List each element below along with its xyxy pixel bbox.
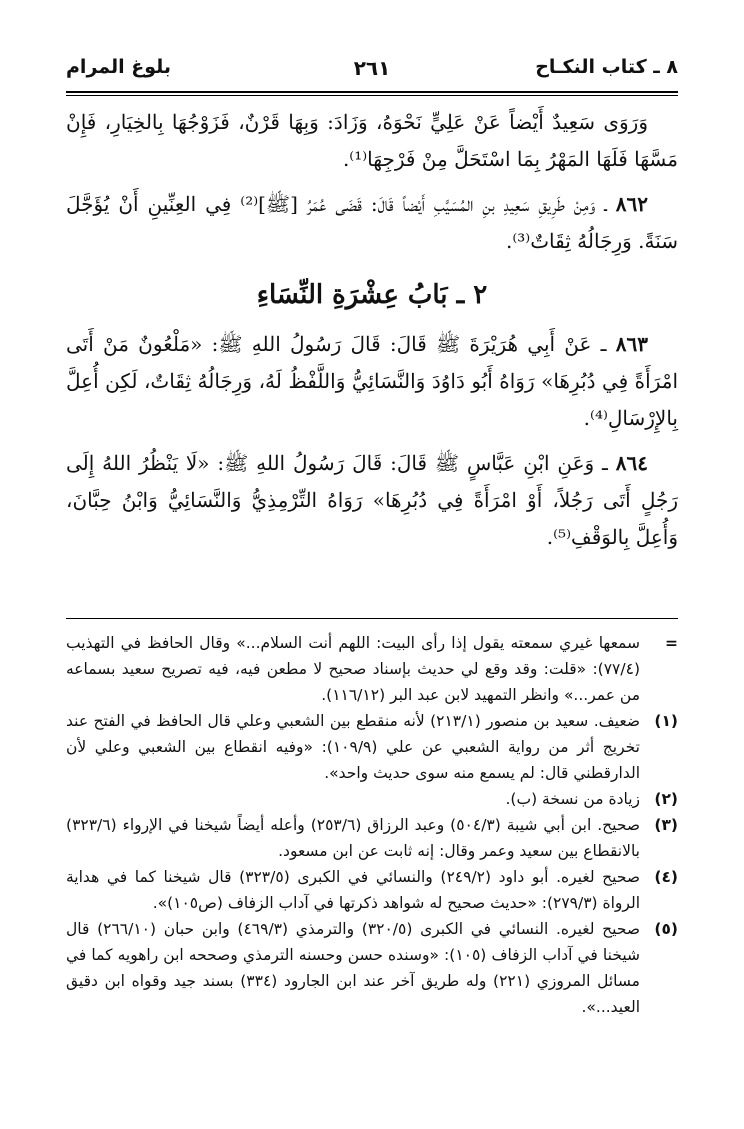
hadith-864 — [66, 445, 678, 556]
page-header — [66, 56, 678, 86]
hadith-number: ٨٦٢ — [615, 192, 648, 216]
footnote-mark: (٢) — [654, 790, 678, 808]
footnote-mark: = — [665, 634, 678, 652]
footnote — [66, 708, 678, 786]
footnote-text: زيادة من نسخة (ب). — [505, 790, 640, 808]
footnote — [66, 786, 678, 812]
header-chapter-title: ٨ ـ كتاب النكـاح — [535, 56, 678, 78]
footnote-mark: (٣) — [654, 816, 678, 834]
footnote-text: صحيح. ابن أبي شيبة (٥٠٤/٣) وعبد الرزاق (٢٥٣/٦) وأعله أيضاً شيخنا في الإرواء (٣٢٣/٦) بالانقطاع بين سعيد وعمر وقال: إنه ثابت عن ابن مسعود. — [66, 816, 640, 860]
footnote-text: صحيح لغيره. النسائي في الكبرى (٣٢٠/٥) والترمذي (٤٦٩/٣) وابن حبان (٢٦٦/١٠) قال شيخنا في آداب الزفاف (١٠٥): «وسنده حسن وحسنه الترمذي وصححه ابن راهويه كما في مسائل المروزي (٢٢١) وله طريق آخر عند ابن الجارود (٣٣٤) بسند جيد وقواه ابن دقيق العيد...». — [66, 920, 641, 1016]
footnote-divider — [66, 618, 678, 619]
footnote-text: سمعها غيري سمعته يقول إذا رأى البيت: اللهم أنت السلام...» وقال الحافظ في التهذيب (٧٧/٤): «قلت: وقد وقع لي حديث بإسناد صحيح لا مطعن فيه، فيه تصريح سعيد بسماعه من عمر...» وانظر التمهيد لابن عبد البر (١١٦/١٢). — [66, 634, 640, 704]
paragraph-text: ـ عَنْ أَبِي هُرَيْرَةَ ﷺ قَالَ: قَالَ رَسُولُ اللهِ ﷺ: «مَلْعُونٌ مَنْ أَتَى امْرَأَةً فِي دُبُرِهَا» رَوَاهُ أَبُو دَاوُدَ وَالنَّسَائِيُّ وَاللَّفْظُ لَهُ، وَرِجَالُهُ ثِقَاتٌ، لَكِن أُعِلَّ بِالإِرْسَالِ⁽⁴⁾. — [66, 332, 678, 430]
footnote-mark: (٥) — [654, 920, 678, 938]
header-book-title: بلوغ المرام — [66, 56, 172, 78]
paragraph-text: وَرَوَى سَعِيدٌ أَيْضاً عَنْ عَلِيٍّ نَحْوَهُ، وَزَادَ: وَبِهَا قَرْنٌ، فَزَوْجُهَا بِالخِيَارِ، فَإِنْ مَسَّهَا فَلَهَا المَهْرُ بِمَا اسْتَحَلَّ مِنْ فَرْجِهَا⁽¹⁾. — [66, 110, 678, 171]
chapter-heading: ٢ ـ بَابُ عِشْرَةِ النِّسَاءِ — [256, 280, 488, 310]
page-number: ٢٦١ — [353, 56, 391, 80]
paragraph-text: ـ وَمِنْ طَرِيقِ سَعِيدِ بنِ المُسَيَّبِ أَيْضاً قَالَ: قَضَى عُمَرُ [ﷺ]⁽²⁾ فِي العِنِّينِ أَنْ يُؤَجَّلَ سَنَةً. وَرِجَالُهُ ثِقَاتٌ⁽³⁾. — [66, 192, 678, 253]
header-divider — [66, 91, 678, 96]
hadith-continuation — [66, 104, 678, 178]
footnote-mark: (١) — [654, 712, 678, 730]
hadith-863 — [66, 326, 678, 437]
footnote-text: صحيح لغيره. أبو داود (٢٤٩/٢) والنسائي في الكبرى (٣٢٣/٥) قال شيخنا كما في هداية الرواة (٢٧٩/٣): «حديث صحيح له شواهد ذكرتها في آداب الزفاف (ص١٠٥)». — [66, 868, 640, 912]
hadith-862 — [66, 186, 678, 260]
hadith-number: ٨٦٣ — [615, 332, 649, 356]
footnote — [66, 812, 678, 864]
footnote-mark: (٤) — [654, 868, 678, 886]
main-text — [66, 104, 678, 556]
footnote — [66, 864, 678, 916]
footnote — [66, 916, 678, 1020]
footnote — [66, 630, 678, 708]
footnote-text: ضعيف. سعيد بن منصور (٢١٣/١) لأنه منقطع بين الشعبي وعلي قال الحافظ في الفتح عند تخريج أثر من رواية الشعبي عن علي (١٠٩/٩): «وفيه انقطاع بين الشعبي وعلي لأن الدارقطني قال: لم يسمع منه سوى حديث واحد». — [66, 712, 640, 782]
footnotes — [66, 630, 678, 1020]
hadith-number: ٨٦٤ — [615, 451, 649, 475]
paragraph-text: ـ وَعَنِ ابْنِ عَبَّاسٍ ﷺ قَالَ: قَالَ رَسُولُ اللهِ ﷺ: «لَا يَنْظُرُ اللهُ إِلَى رَجُلٍ أَتَى رَجُلاً، أَوْ امْرَأَةً فِي دُبُرِهَا» رَوَاهُ التِّرْمِذِيُّ وَالنَّسَائِيُّ وَابْنُ حِبَّانَ، وَأُعِلَّ بِالوَقْفِ⁽⁵⁾. — [66, 451, 678, 549]
